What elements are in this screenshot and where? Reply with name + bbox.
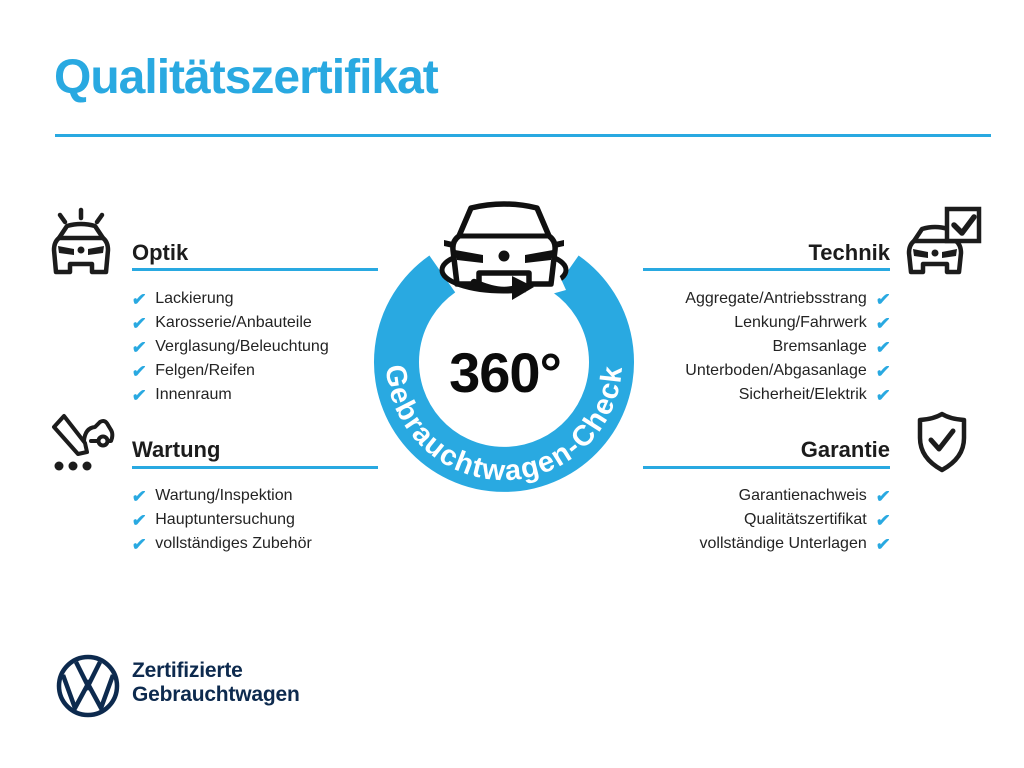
check-icon: ✔: [874, 289, 891, 309]
list-item: [132, 508, 312, 532]
list-item-label: Karosserie/Anbauteile: [155, 314, 312, 331]
pencil-car-icon: [47, 410, 115, 474]
list-item: [132, 532, 312, 556]
footer-brand-line1: Zertifizierte: [132, 659, 243, 682]
footer-brand-text: [132, 659, 300, 707]
section-title-garantie: Garantie: [800, 437, 890, 462]
sparkling-car-icon: [47, 204, 115, 276]
list-item: [132, 311, 329, 335]
footer-brand-line2: Gebrauchtwagen: [132, 683, 300, 706]
list-item-label: Lackierung: [155, 290, 234, 307]
list-item: [132, 359, 329, 383]
list-item: [560, 532, 890, 556]
list-item-label: Lenkung/Fahrwerk: [734, 314, 867, 331]
list-item-label: Sicherheit/Elektrik: [738, 386, 867, 403]
check-icon: ✔: [131, 337, 148, 357]
list-item-label: Aggregate/Antriebsstrang: [685, 290, 867, 307]
section-underline-technik: [643, 268, 890, 271]
check-icon: ✔: [131, 534, 148, 554]
check-icon: ✔: [874, 510, 891, 530]
list-item: [132, 335, 329, 359]
check-icon: ✔: [874, 337, 891, 357]
list-item-label: Unterboden/Abgasanlage: [685, 362, 867, 379]
rotating-car-icon: [442, 204, 566, 300]
check-icon: ✔: [131, 510, 148, 530]
check-icon: ✔: [131, 486, 148, 506]
wartung-check-list: [132, 484, 312, 556]
list-item-label: Garantienachweis: [738, 487, 867, 504]
check-icon: ✔: [131, 289, 148, 309]
check-icon: ✔: [874, 313, 891, 333]
list-item-label: Wartung/Inspektion: [155, 487, 293, 504]
ring-label: Gebrauchtwagen-Check: [378, 362, 630, 488]
list-item-label: vollständiges Zubehör: [155, 535, 312, 552]
check-icon: ✔: [131, 361, 148, 381]
list-item: [132, 484, 312, 508]
list-item-label: Qualitätszertifikat: [744, 511, 867, 528]
degrees-label: 360°: [449, 341, 561, 404]
list-item-label: Innenraum: [155, 386, 232, 403]
check-icon: ✔: [131, 313, 148, 333]
optik-check-list: [132, 287, 329, 407]
page-title: Qualitätszertifikat: [54, 51, 438, 104]
check-icon: ✔: [131, 385, 148, 405]
check-icon: ✔: [874, 361, 891, 381]
section-underline-garantie: [643, 466, 890, 469]
list-item-label: vollständige Unterlagen: [699, 535, 867, 552]
list-item-label: Hauptuntersuchung: [155, 511, 295, 528]
check-icon: ✔: [874, 486, 891, 506]
section-title-technik: Technik: [808, 240, 890, 265]
list-item-label: Felgen/Reifen: [155, 362, 255, 379]
vw-logo: [55, 653, 121, 719]
list-item: [132, 287, 329, 311]
section-title-wartung: Wartung: [132, 437, 221, 462]
shield-check-icon: [914, 410, 970, 474]
list-item: [132, 383, 329, 407]
header-divider: [55, 134, 991, 137]
360-degree-check-badge: [340, 190, 670, 520]
check-icon: ✔: [874, 385, 891, 405]
list-item-label: Verglasung/Beleuchtung: [155, 338, 329, 355]
section-title-optik: Optik: [132, 240, 189, 265]
list-item-label: Bremsanlage: [772, 338, 867, 355]
car-checkbox-icon: [904, 206, 984, 276]
check-icon: ✔: [874, 534, 891, 554]
